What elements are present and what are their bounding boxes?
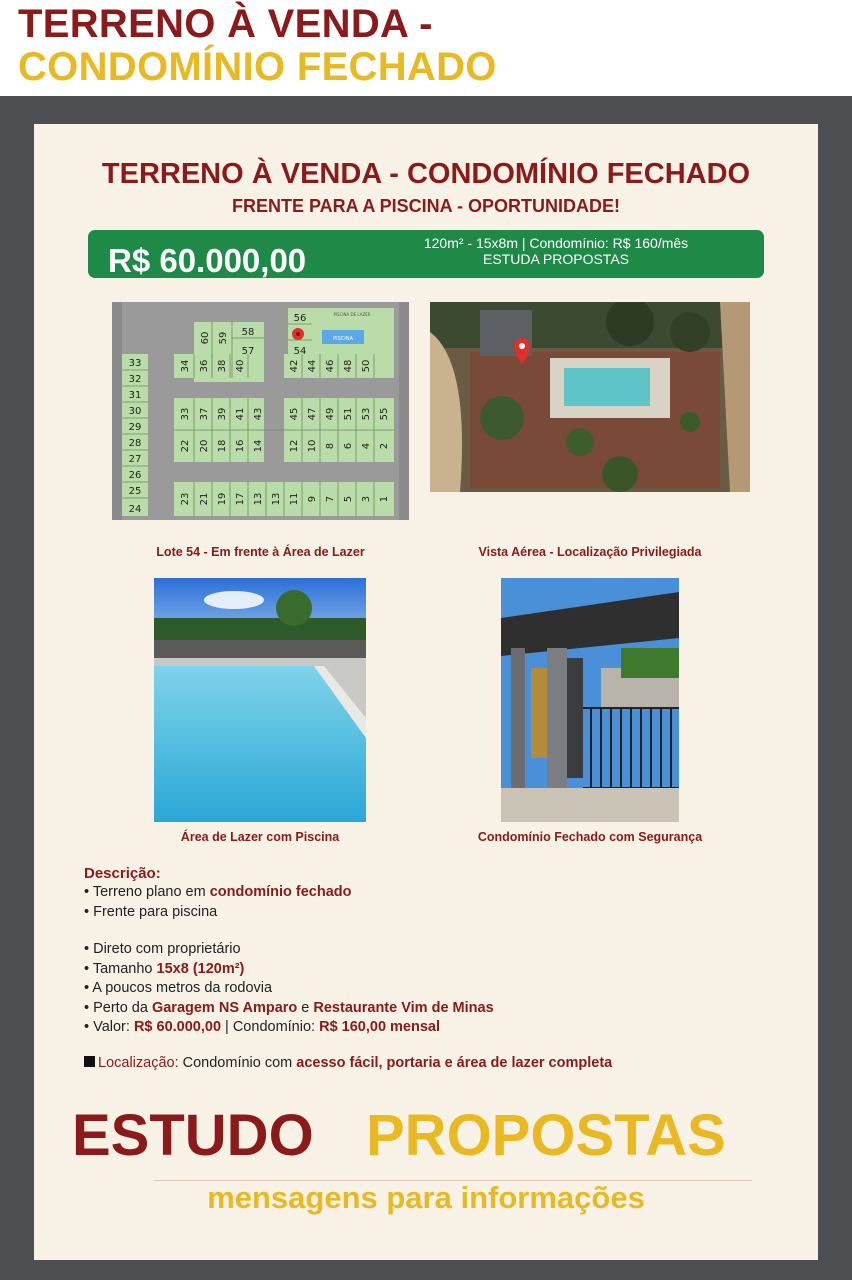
lot-number: 16	[235, 439, 246, 453]
list-item: • Valor: R$ 60.000,00 | Condomínio: R$ 160,00 mensal	[84, 1019, 441, 1035]
bullet-square-icon	[84, 1056, 95, 1067]
lot-number: 46	[325, 359, 336, 373]
description-heading: Descrição:	[84, 865, 161, 882]
lot-number: 3	[361, 495, 372, 503]
lot-number: 13	[253, 492, 264, 506]
caption-aerial: Vista Aérea - Localização Privilegiada	[478, 545, 702, 559]
price-value: R$ 60.000,00	[108, 242, 307, 279]
footer-message: mensagens para informações	[207, 1180, 645, 1215]
leisure-label: PISCINA DE LAZER	[333, 312, 371, 317]
lot-number: 36	[199, 359, 210, 373]
location-pin-icon	[292, 328, 304, 340]
lot-number: 7	[325, 495, 336, 503]
lot-map-svg	[112, 302, 409, 520]
poster-title: TERRENO À VENDA - CONDOMÍNIO FECHADO	[101, 158, 751, 190]
lot-number: 30	[128, 406, 142, 417]
lot-number: 23	[180, 492, 191, 506]
lot-number: 58	[241, 327, 255, 338]
lot-number: 32	[128, 374, 142, 385]
price-banner	[88, 230, 764, 278]
price-details: 120m² - 15x8m | Condomínio: R$ 160/mês	[423, 235, 689, 251]
lot-number: 49	[325, 407, 336, 421]
lot-number: 37	[199, 407, 210, 421]
lot-number: 9	[307, 495, 318, 503]
lot-number: 11	[289, 492, 300, 506]
location-line: Localização: Condomínio com acesso fácil, portaria e área de lazer completa	[84, 1054, 764, 1074]
lot-number: 43	[253, 407, 264, 421]
lot-number: 5	[343, 495, 354, 503]
lot-number: 54	[293, 346, 307, 357]
lot-number: 8	[325, 442, 336, 450]
lot-number: 57	[241, 346, 255, 357]
list-item: • Tamanho 15x8 (120m²)	[84, 960, 245, 977]
list-item: • A poucos metros da rodovia	[84, 980, 273, 996]
lot-number: 59	[218, 331, 229, 345]
lot-number: 40	[235, 359, 246, 373]
header-title-line2: CONDOMÍNIO FECHADO	[18, 45, 497, 89]
lot-number: 13	[271, 492, 282, 506]
lot-number: 39	[217, 407, 228, 421]
lot-number: 28	[128, 438, 142, 449]
poster-subtitle: FRENTE PARA A PISCINA - OPORTUNIDADE!	[231, 196, 620, 216]
lot-number: 1	[379, 495, 390, 503]
listing-poster	[34, 124, 818, 1260]
lot-number: 48	[343, 359, 354, 373]
header-title-line1: TERRENO À VENDA -	[18, 2, 433, 46]
lot-number: 41	[235, 407, 246, 421]
lot-number: 42	[289, 359, 300, 373]
list-item: • Terreno plano em condomínio fechado	[84, 884, 352, 900]
caption-gate: Condomínio Fechado com Segurança	[477, 830, 703, 844]
lot-number: 60	[200, 331, 211, 345]
lot-map-image	[112, 302, 409, 520]
lot-number: 33	[180, 407, 191, 421]
lot-number: 25	[128, 486, 142, 497]
lot-number: 38	[217, 359, 228, 373]
lot-number: 26	[128, 470, 142, 481]
lot-number: 27	[128, 454, 142, 465]
top-header	[0, 0, 852, 96]
list-item: • Direto com proprietário	[84, 941, 241, 957]
lot-number: 47	[307, 407, 318, 421]
list-item: • Frente para piscina	[84, 903, 218, 920]
lot-number: 55	[379, 407, 390, 421]
lot-number: 45	[289, 407, 300, 421]
lot-number: 18	[217, 439, 228, 453]
lot-number: 24	[128, 504, 142, 515]
lot-number: 31	[128, 390, 142, 401]
lot-number: 51	[343, 407, 354, 421]
lot-number: 29	[128, 422, 142, 433]
lot-number: 44	[307, 359, 318, 373]
footer-estudo: ESTUDO	[72, 1103, 314, 1168]
lot-number: 21	[199, 492, 210, 506]
lot-number: 6	[343, 442, 354, 450]
price-proposals-note: ESTUDA PROPOSTAS	[483, 251, 629, 267]
caption-map: Lote 54 - Em frente à Área de Lazer	[156, 545, 365, 559]
lot-number: 50	[361, 359, 372, 373]
lot-number: 33	[128, 358, 142, 369]
aerial-view-image	[430, 302, 750, 492]
lot-number: 19	[217, 492, 228, 506]
pool-photo	[154, 578, 366, 822]
lot-number: 20	[199, 439, 210, 453]
lot-number: 34	[180, 359, 191, 373]
lot-number: 12	[289, 439, 300, 453]
lot-number: 14	[253, 439, 264, 453]
description-section	[84, 864, 764, 1073]
lot-number: 17	[235, 492, 246, 506]
caption-pool: Área de Lazer com Piscina	[180, 830, 340, 844]
lot-number: 22	[180, 439, 191, 453]
lot-number: 10	[307, 439, 318, 453]
pool-label: PISCINA	[333, 336, 353, 342]
lot-number: 56	[293, 313, 307, 324]
footer-propostas: PROPOSTAS	[366, 1103, 726, 1168]
gate-photo	[501, 578, 679, 822]
lot-number: 53	[361, 407, 372, 421]
lot-number: 2	[379, 442, 390, 450]
list-item: • Perto da Garagem NS Amparo e Restaurante Vim de Minas	[84, 999, 494, 1016]
lot-number: 4	[361, 442, 372, 450]
